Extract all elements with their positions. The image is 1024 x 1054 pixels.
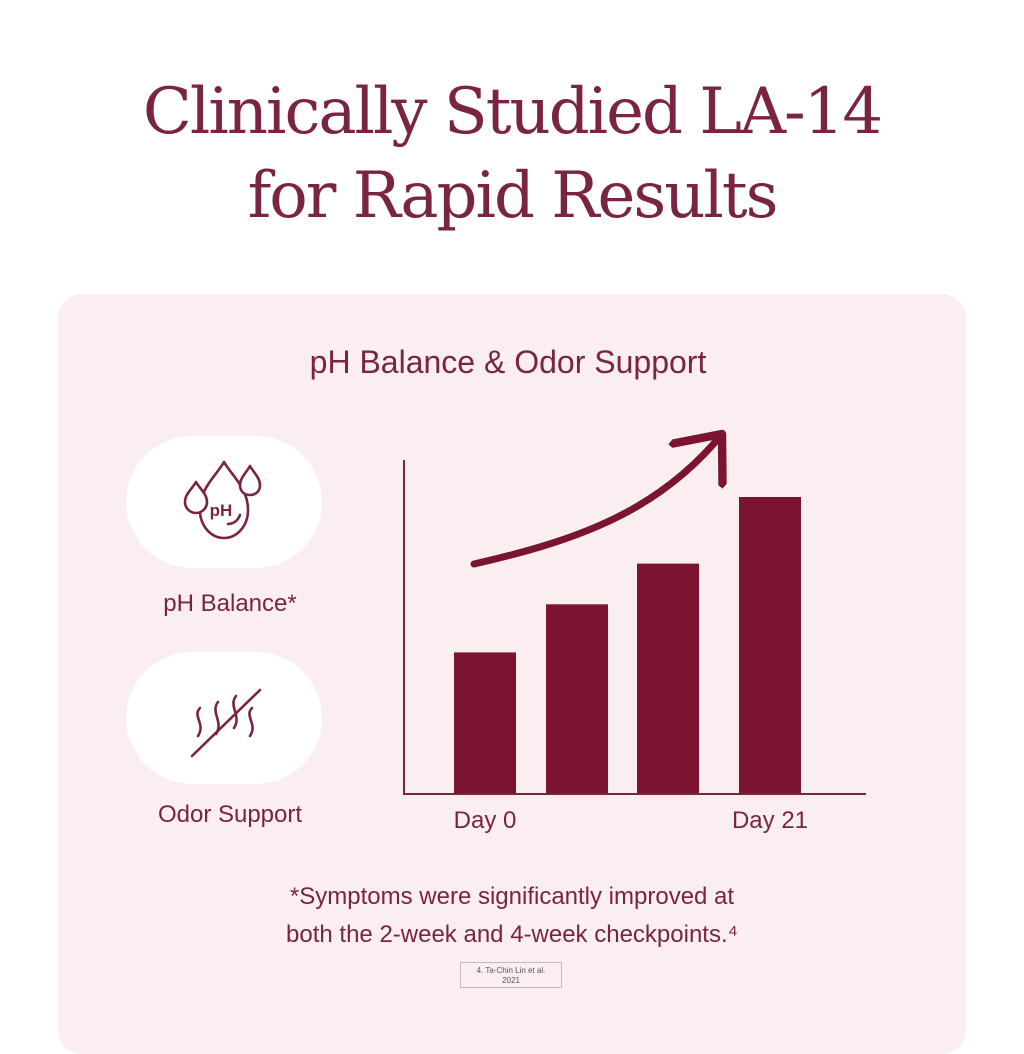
citation-line-2: 2021 (502, 976, 520, 985)
ph-icon-text: pH (209, 501, 233, 520)
bar-3 (739, 497, 801, 793)
footnote-line-2: both the 2-week and 4-week checkpoints.⁴ (286, 921, 738, 948)
bars-group (454, 497, 801, 793)
headline-line-2: for Rapid Results (247, 159, 777, 233)
bar-2 (637, 564, 699, 793)
x-tick-label-0: Day 0 (453, 807, 517, 834)
bar-0 (454, 652, 516, 793)
headline-line-1: Clinically Studied LA-14 (142, 75, 882, 149)
citation-line-1: 4. Ta-Chin Lin et al. (476, 966, 546, 975)
citation (460, 962, 562, 988)
x-tick-label-3: Day 21 (731, 807, 809, 834)
ph-balance-label: pH Balance* (163, 590, 297, 617)
trend-arrow (474, 434, 722, 564)
footnote (212, 878, 812, 954)
x-tick-labels (454, 807, 808, 834)
chart-title: pH Balance & Odor Support (309, 344, 707, 380)
footnote-line-1: *Symptoms were significantly improved at (289, 883, 735, 910)
odor-support-label: Odor Support (157, 801, 303, 828)
bar-1 (546, 604, 608, 793)
